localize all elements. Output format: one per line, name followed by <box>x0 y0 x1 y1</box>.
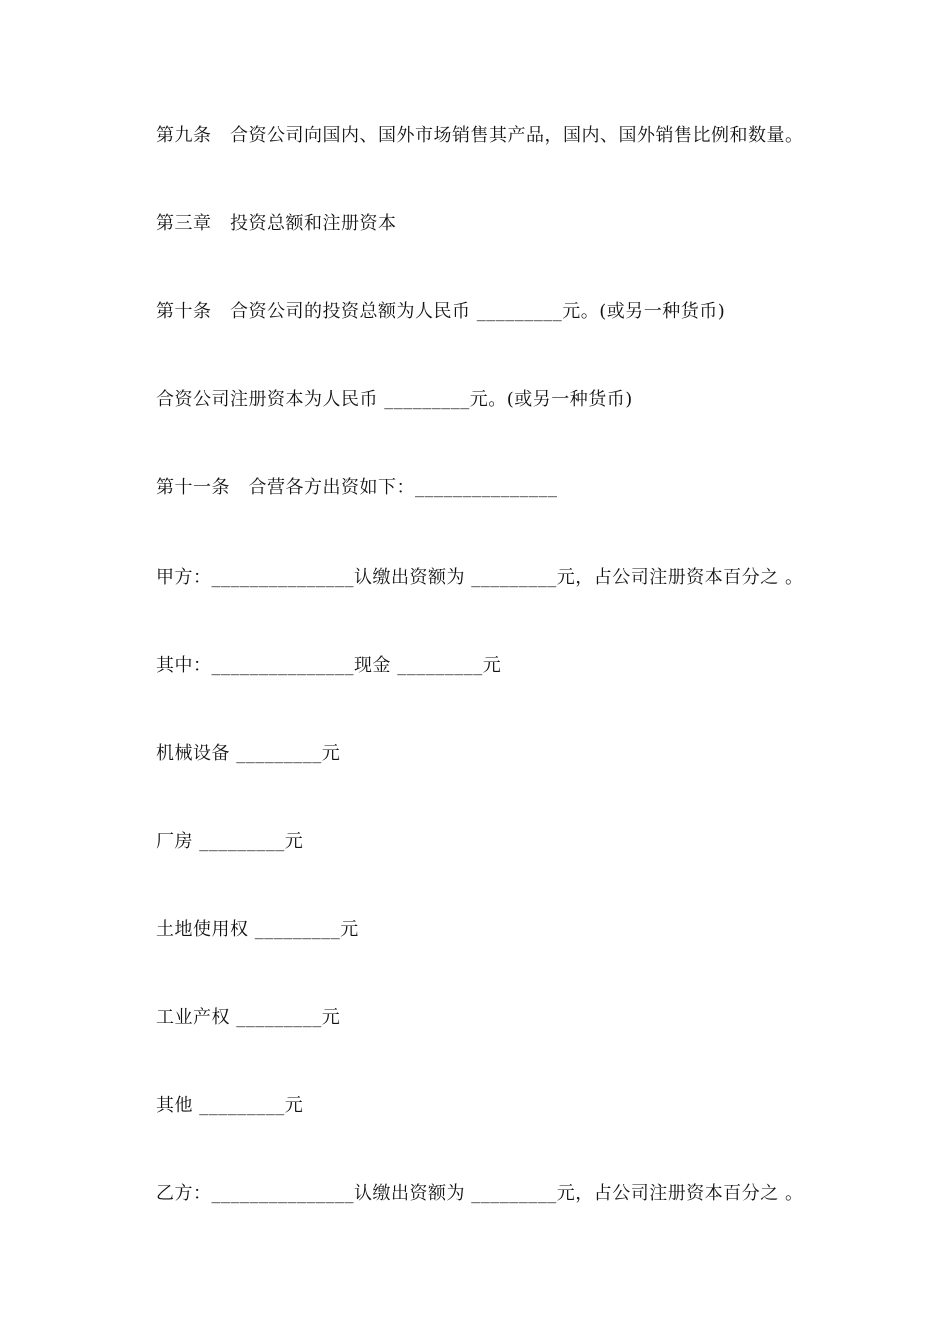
article-9-text: 第九条 合资公司向国内、国外市场销售其产品，国内、国外销售比例和数量。 <box>156 125 804 146</box>
land-use-right-contribution: 土地使用权 _________元 <box>156 919 359 940</box>
machinery-contribution: 机械设备 _________元 <box>156 743 341 764</box>
plant-contribution: 厂房 _________元 <box>156 831 304 852</box>
cash-contribution: 其中：_______________现金 _________元 <box>156 655 502 676</box>
registered-capital-text: 合资公司注册资本为人民币 _________元。(或另一种货币) <box>156 389 633 410</box>
industrial-property-contribution: 工业产权 _________元 <box>156 1007 341 1028</box>
other-contribution: 其他 _________元 <box>156 1095 304 1116</box>
article-10-text: 第十条 合资公司的投资总额为人民币 _________元。(或另一种货币) <box>156 301 726 322</box>
chapter-3-heading: 第三章 投资总额和注册资本 <box>156 213 397 234</box>
article-11-text: 第十一条 合营各方出资如下：_______________ <box>156 477 558 498</box>
party-a-contribution: 甲方：_______________认缴出资额为 _________元，占公司注册资本百分之 。 <box>156 567 804 588</box>
party-b-contribution: 乙方：_______________认缴出资额为 _________元，占公司注册资本百分之 。 <box>156 1183 804 1204</box>
